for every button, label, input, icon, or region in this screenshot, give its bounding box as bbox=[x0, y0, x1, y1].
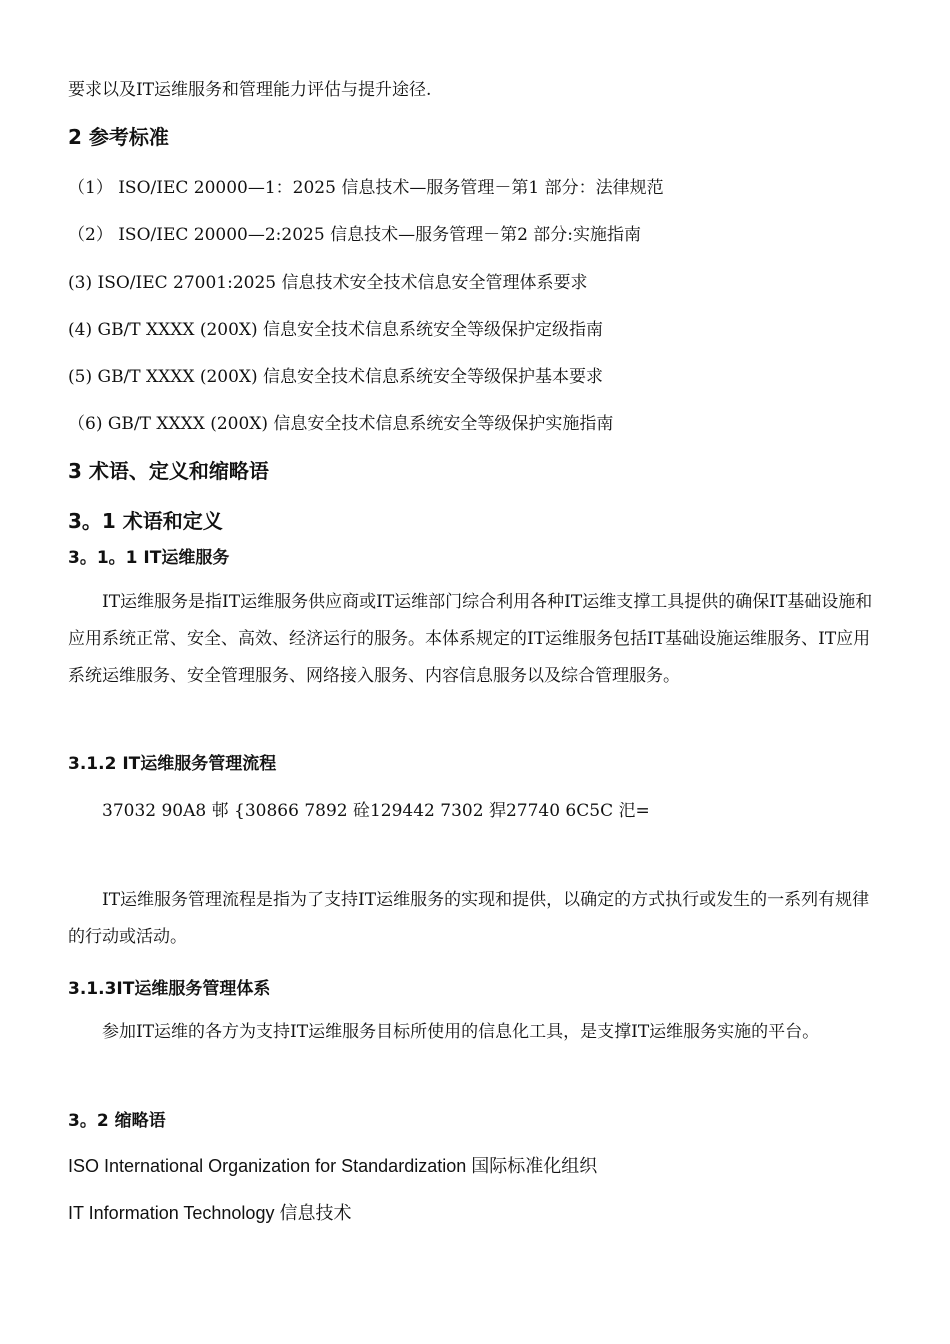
term-3-1-2-heading: 3.1.2 IT运维服务管理流程 bbox=[68, 754, 277, 774]
term-3-1-3-body: 参加IT运维的各方为支持IT运维服务目标所使用的信息化工具，是支撑IT运维服务实施的平台。 bbox=[102, 1022, 820, 1042]
term-3-1-1-body: IT运维服务是指IT运维服务供应商或IT运维部门综合利用各种IT运维支撑工具提供的确保IT基础设施和应用系统正常、安全、高效、经济运行的服务。本体系规定的IT运维服务包括IT基础设施运维服务、IT应用系统运维服务、安全管理服务、网络接入服务、内容信息服务以及综合管理服务。 bbox=[68, 592, 873, 686]
reference-item-3: (3) ISO/IEC 27001:2025 信息技术安全技术信息安全管理体系要求 bbox=[68, 273, 588, 293]
term-3-1-3-heading: 3.1.3IT运维服务管理体系 bbox=[68, 979, 271, 999]
reference-item-6: （6) GB/T XXXX (200X) 信息安全技术信息系统安全等级保护实施指南 bbox=[68, 414, 614, 434]
reference-item-1: （1） ISO/IEC 20000—1：2025 信息技术—服务管理－第1 部分：法律规范 bbox=[68, 178, 664, 198]
section-3-heading: 3 术语、定义和缩略语 bbox=[68, 459, 269, 483]
reference-item-5: (5) GB/T XXXX (200X) 信息安全技术信息系统安全等级保护基本要求 bbox=[68, 367, 604, 387]
reference-item-4: (4) GB/T XXXX (200X) 信息安全技术信息系统安全等级保护定级指南 bbox=[68, 320, 604, 340]
term-3-1-1-heading: 3。1。1 IT运维服务 bbox=[68, 548, 230, 568]
intro-line: 要求以及IT运维服务和管理能力评估与提升途径. bbox=[68, 80, 432, 100]
garbled-text-line: 37032 90A8 邨 {30866 7892 硂129442 7302 猂27740 6C5C 汜= bbox=[102, 801, 650, 821]
section-2-heading: 2 参考标准 bbox=[68, 125, 169, 149]
abbreviation-it: IT Information Technology 信息技术 bbox=[68, 1203, 352, 1223]
term-3-1-2-body: IT运维服务管理流程是指为了支持IT运维服务的实现和提供，以确定的方式执行或发生的一系列有规律的行动或活动。 bbox=[68, 890, 870, 947]
abbreviation-iso: ISO International Organization for Standardization 国际标准化组织 bbox=[68, 1156, 598, 1176]
section-3-2-heading: 3。2 缩略语 bbox=[68, 1111, 166, 1131]
reference-item-2: （2） ISO/IEC 20000—2:2025 信息技术—服务管理－第2 部分:实施指南 bbox=[68, 225, 642, 245]
section-3-1-heading: 3。1 术语和定义 bbox=[68, 509, 223, 533]
